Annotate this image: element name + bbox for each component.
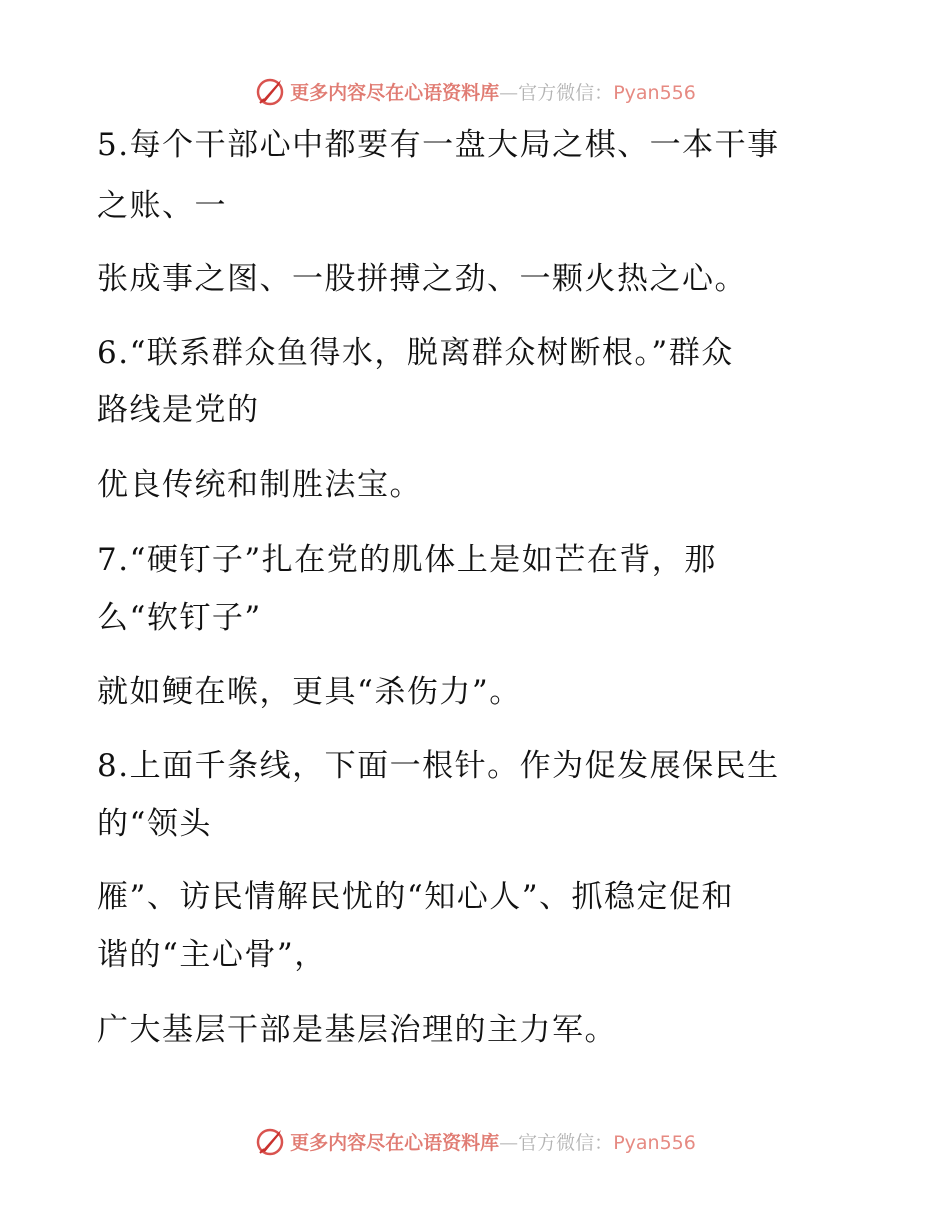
text-line: 8.上面千条线，下面一根针。作为促发展保民生 [97, 748, 780, 784]
text-line: 么“软钉子” [97, 600, 262, 636]
text-line: 路线是党的 [97, 392, 260, 428]
text-line: 雁”、访民情解民忧的“知心人”、抓稳定促和 [97, 879, 735, 915]
watermark-text: 更多内容尽在心语资料库—官方微信：Pyan556 [290, 1131, 696, 1154]
text-line: 广大基层干部是基层治理的主力军。 [97, 1012, 617, 1048]
text-line: 之账、一 [97, 188, 227, 224]
text-line: 的“领头 [97, 806, 212, 842]
text-line: 6.“联系群众鱼得水，脱离群众树断根。”群众 [97, 335, 734, 371]
text-line: 5.每个干部心中都要有一盘大局之棋、一本干事 [97, 127, 780, 163]
text-line: 张成事之图、一股拼搏之劲、一颗火热之心。 [97, 261, 747, 297]
text-line: 优良传统和制胜法宝。 [97, 467, 422, 503]
header-watermark [0, 71, 950, 111]
text-line: 7.“硬钉子”扎在党的肌体上是如芒在背，那 [97, 542, 717, 578]
quill-logo-icon [254, 1125, 286, 1157]
watermark-text: 更多内容尽在心语资料库—官方微信：Pyan556 [290, 81, 696, 104]
quill-logo-icon [254, 75, 286, 107]
text-line: 谐的“主心骨”， [97, 937, 327, 973]
footer-watermark [0, 1121, 950, 1161]
text-line: 就如鲠在喉，更具“杀伤力”。 [97, 674, 522, 710]
